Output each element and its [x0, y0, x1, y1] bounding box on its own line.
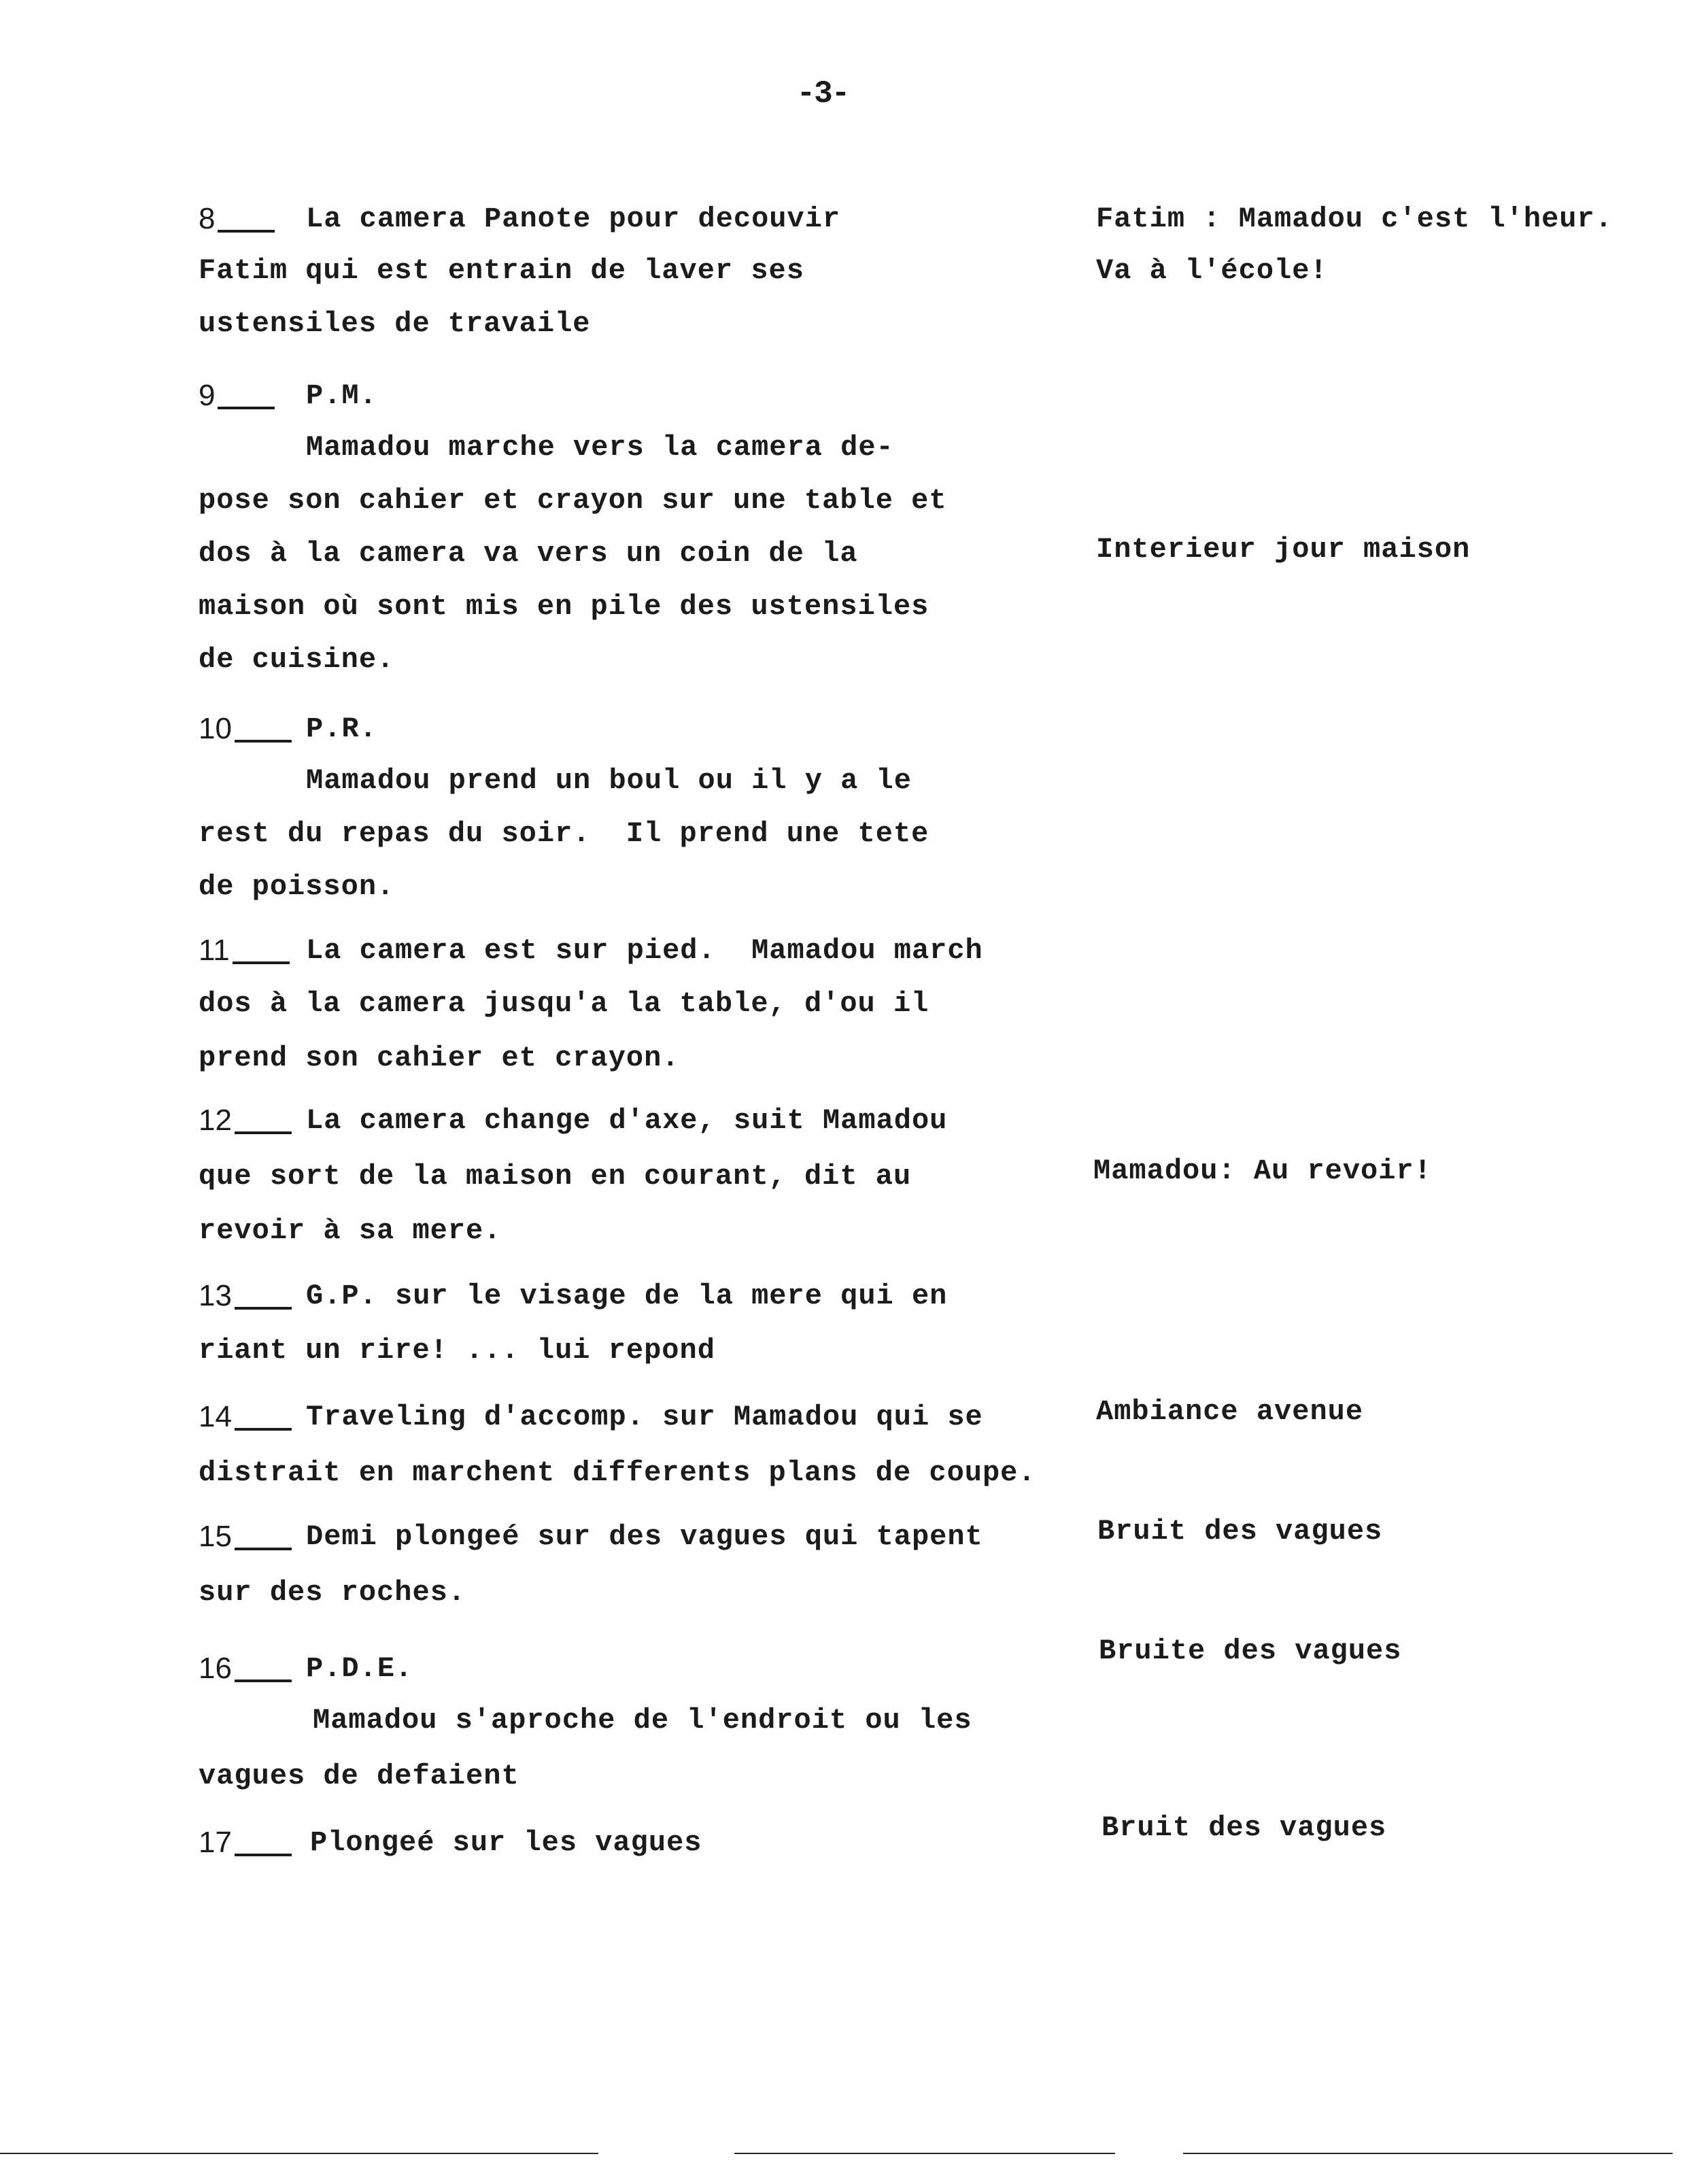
shot-number-text: 14 [199, 1400, 232, 1433]
shot-number-text: 8 [199, 202, 216, 235]
shot-number-text: 12 [199, 1104, 232, 1137]
shot-number-text: 15 [199, 1520, 232, 1553]
shot-number-rule [235, 1548, 292, 1550]
shot-number [199, 1826, 292, 1859]
shot-line: de poisson. [199, 870, 395, 903]
shot-number-text: 16 [199, 1652, 232, 1685]
shot-line: vagues de defaient [199, 1760, 519, 1792]
shot-number [199, 934, 290, 967]
footer-rule [0, 2153, 598, 2154]
shot-number [199, 379, 275, 412]
shot-line: Fatim qui est entrain de laver ses [199, 254, 804, 287]
shot-number [199, 1401, 292, 1433]
sound-cue: Bruite des vagues [1099, 1635, 1402, 1667]
shot-number-text: 9 [199, 379, 216, 412]
shot-number [199, 1652, 292, 1685]
shot-line: prend son cahier et crayon. [199, 1042, 680, 1074]
shot-number-text: 17 [199, 1826, 232, 1859]
shot-line: P.M. [306, 379, 377, 412]
shot-line: maison où sont mis en pile des ustensiles [199, 590, 929, 623]
shot-line: pose son cahier et crayon sur une table et [199, 484, 947, 517]
shot-number-rule [235, 1428, 292, 1431]
sound-cue: Va à l'école! [1096, 254, 1328, 287]
shot-number [199, 203, 275, 235]
shot-line: Plongeé sur les vagues [310, 1826, 702, 1859]
shot-line: dos à la camera jusqu'a la table, d'ou il [199, 987, 929, 1020]
page-number: -3- [796, 76, 849, 112]
shot-line: P.D.E. [306, 1652, 413, 1685]
shot-line: rest du repas du soir. Il prend une tete [199, 817, 929, 850]
shot-number-rule [235, 1680, 292, 1682]
sound-cue: Bruit des vagues [1101, 1811, 1387, 1844]
shot-number-text: 11 [199, 934, 230, 967]
shot-line: riant un rire! ... lui repond [199, 1334, 715, 1367]
shot-line: de cuisine. [199, 643, 395, 676]
shot-line: La camera est sur pied. Mamadou march [306, 934, 983, 967]
shot-line: Traveling d'accomp. sur Mamadou qui se [306, 1401, 983, 1433]
shot-number [199, 1280, 292, 1312]
shot-line: ustensiles de travaile [199, 307, 591, 340]
sound-cue: Fatim : Mamadou c'est l'heur. [1096, 203, 1613, 235]
shot-number-rule [235, 1854, 292, 1856]
shot-line: sur des roches. [199, 1576, 466, 1609]
shot-number-text: 13 [199, 1279, 232, 1312]
shot-line: revoir à sa mere. [199, 1214, 502, 1247]
shot-line: G.P. sur le visage de la mere qui en [306, 1280, 948, 1312]
shot-number [199, 1104, 292, 1137]
sound-cue: Mamadou: Au revoir! [1093, 1155, 1432, 1187]
shot-number [199, 713, 292, 745]
sound-cue: Interieur jour maison [1096, 533, 1471, 566]
shot-number-text: 10 [199, 712, 232, 745]
shot-line: Mamadou prend un boul ou il y a le [306, 764, 912, 797]
shot-number-rule [235, 1307, 292, 1310]
shot-line: que sort de la maison en courant, dit au [199, 1160, 912, 1193]
shot-line: Mamadou marche vers la camera de- [306, 431, 894, 464]
footer-rule [1183, 2153, 1673, 2154]
shot-line: Mamadou s'aproche de l'endroit ou les [313, 1704, 972, 1737]
sound-cue: Ambiance avenue [1096, 1395, 1364, 1428]
shot-line: distrait en marchent differents plans de coupe. [199, 1456, 1036, 1489]
shot-line: Demi plongeé sur des vagues qui tapent [306, 1520, 983, 1553]
shot-number-rule [235, 1131, 292, 1134]
shot-line: La camera change d'axe, suit Mamadou [306, 1104, 948, 1137]
sound-cue: Bruit des vagues [1097, 1515, 1383, 1548]
shot-number-rule [218, 230, 275, 233]
shot-number-rule [235, 740, 292, 743]
shot-number-rule [218, 407, 275, 409]
shot-line: La camera Panote pour decouvir [306, 203, 841, 235]
footer-rule [734, 2153, 1115, 2154]
shot-number [199, 1520, 292, 1553]
shot-line: dos à la camera va vers un coin de la [199, 537, 858, 570]
shot-line: P.R. [306, 713, 377, 745]
shot-number-rule [233, 961, 290, 964]
